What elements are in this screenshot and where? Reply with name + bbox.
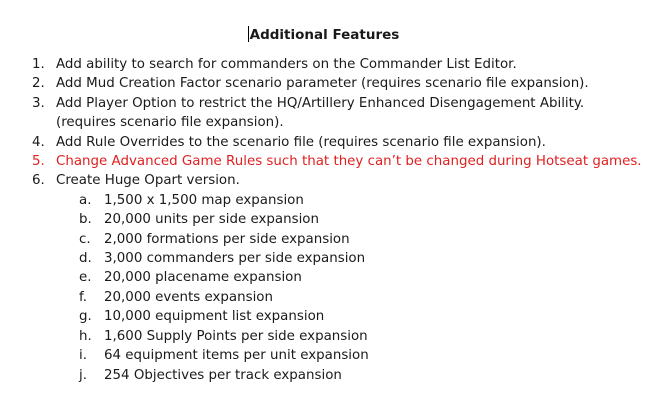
sublist-letter: g. (79, 309, 92, 325)
list-item-text: Add Rule Overrides to the scenario file (requires scenario file expansion). (56, 134, 546, 150)
list-item-text: Change Advanced Game Rules such that they can’t be changed during Hotseat games. (56, 154, 642, 170)
sublist-item (56, 346, 640, 365)
sublist-letter: d. (79, 251, 92, 267)
sublist-letter: a. (79, 192, 92, 208)
sublist-item-text: 1,600 Supply Points per side expansion (104, 328, 368, 344)
list-number: 4. (32, 134, 45, 150)
sublist-item (56, 249, 640, 268)
sublist-item-text: 20,000 placename expansion (104, 270, 302, 286)
sublist-item-text: 10,000 equipment list expansion (104, 309, 325, 325)
list-item (0, 171, 640, 384)
sublist-letter: j. (79, 367, 87, 383)
list-item (0, 55, 640, 74)
list-item (0, 133, 640, 152)
list-number: 3. (32, 95, 45, 111)
list-item (0, 94, 640, 133)
sublist-item (56, 366, 640, 385)
document-title: Additional Features (249, 27, 400, 43)
sublist-item (56, 210, 640, 229)
sublist-item-text: 1,500 x 1,500 map expansion (104, 192, 304, 208)
list-item-text: Create Huge Opart version. (56, 173, 240, 189)
sublist (56, 191, 640, 385)
sublist-letter: e. (79, 270, 92, 286)
sublist-item (56, 191, 640, 210)
sublist-letter: f. (79, 289, 87, 305)
list-item-text-continued: (requires scenario file expansion). (56, 115, 284, 131)
list-number: 2. (32, 76, 45, 92)
sublist-item-text: 20,000 units per side expansion (104, 212, 319, 228)
sublist-item-text: 2,000 formations per side expansion (104, 231, 350, 247)
list-number: 1. (32, 57, 45, 72)
list-number: 6. (32, 173, 45, 189)
sublist-item-text: 64 equipment items per unit expansion (104, 348, 369, 364)
sublist-letter: c. (79, 231, 91, 247)
sublist-item (56, 327, 640, 346)
list-item-text: Add ability to search for commanders on the Commander List Editor. (56, 57, 517, 72)
list-item (0, 74, 640, 93)
sublist-letter: i. (79, 348, 87, 364)
sublist-item (56, 307, 640, 326)
list-item-text: Add Mud Creation Factor scenario parameter (requires scenario file expansion). (56, 76, 589, 92)
sublist-item (56, 268, 640, 287)
sublist-letter: b. (79, 212, 92, 228)
sublist-item (56, 230, 640, 249)
sublist-item-text: 254 Objectives per track expansion (104, 367, 342, 383)
title-row (0, 24, 647, 43)
sublist-item-text: 20,000 events expansion (104, 289, 273, 305)
list-item-text: Add Player Option to restrict the HQ/Artillery Enhanced Disengagement Ability. (56, 95, 585, 111)
sublist-item-text: 3,000 commanders per side expansion (104, 251, 366, 267)
list-number: 5. (32, 154, 45, 170)
sublist-letter: h. (79, 328, 92, 344)
text-cursor (248, 26, 249, 42)
sublist-item (56, 288, 640, 307)
list-item-highlighted (0, 152, 640, 171)
feature-list (0, 55, 640, 385)
